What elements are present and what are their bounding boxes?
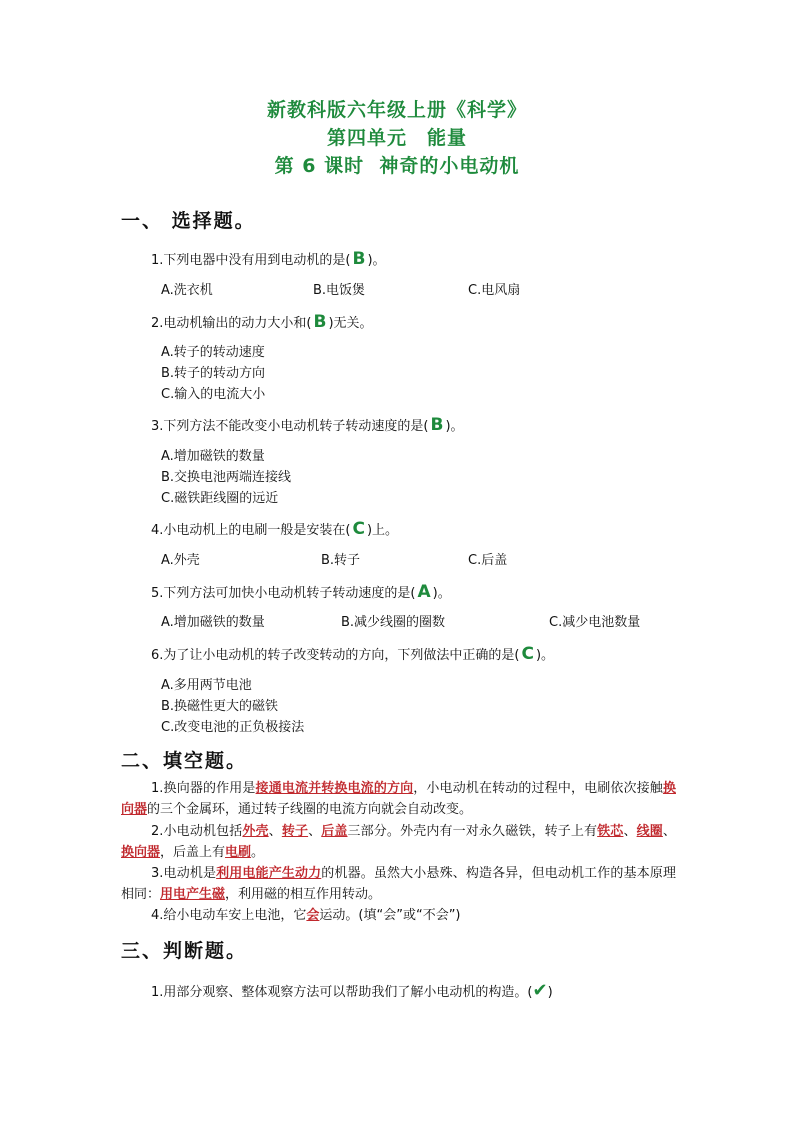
option: B.转子的转动方向: [161, 366, 266, 381]
answer-3: B: [430, 415, 444, 435]
option: C.电风扇: [468, 283, 521, 298]
fill-answer: 转子: [281, 824, 309, 839]
doc-title: 新教科版六年级上册《科学》: [266, 99, 527, 121]
option: C.磁铁距线圈的远近: [161, 491, 279, 506]
section-fill-title: 二、填空题。: [121, 750, 248, 772]
unit-title: 第四单元 能量: [326, 127, 467, 149]
judge-item-1: 1.用部分观察、整体观察方法可以帮助我们了解小电动机的构造。(✔): [151, 980, 553, 1001]
answer-6: C: [521, 644, 534, 664]
option: A.洗衣机: [161, 283, 213, 298]
section-judge-title: 三、判断题。: [121, 940, 248, 962]
section-choice-title: 一、 选择题。: [121, 210, 256, 232]
fill-answer: 利用电能产生动力: [216, 866, 322, 881]
fill-answer: 铁芯: [597, 824, 624, 839]
option: B.转子: [321, 553, 361, 568]
option: C.改变电池的正负极接法: [161, 720, 305, 735]
fill-item-4: 4.给小电动车安上电池，它会运动。(填“会”或“不会”): [151, 908, 461, 923]
fill-answer: 换向器: [121, 845, 161, 860]
fill-item-1: 1.换向器的作用是接通电流并转换电流的方向，小电动机在转动的过程中，电刷依次接触换向器的三个金属环，通过转子线圈的电流方向就会自动改变。: [121, 781, 676, 817]
fill-answer: 后盖: [321, 824, 348, 839]
fill-answer: 外壳: [242, 824, 269, 839]
answer-1: B: [352, 249, 366, 269]
option: B.减少线圈的圈数: [341, 615, 446, 630]
answer-2: B: [313, 312, 327, 332]
answer-5: A: [417, 582, 431, 602]
lesson-title: 第 6 课时 神奇的小电动机: [274, 155, 520, 177]
option: C.减少电池数量: [549, 615, 641, 630]
option: A.增加磁铁的数量: [161, 449, 265, 464]
option: A.增加磁铁的数量: [161, 615, 265, 630]
fill-item-3: 3.电动机是利用电能产生动力的机器。虽然大小悬殊、构造各异，但电动机工作的基本原理相同：用电产生磁，利用磁的相互作用转动。: [121, 866, 676, 902]
option: B.电饭煲: [313, 283, 366, 298]
answer-4: C: [352, 519, 365, 539]
fill-answer: 接通电流并转换电流的方向: [255, 781, 414, 796]
option: C.后盖: [468, 553, 508, 568]
question-2: 2.电动机输出的动力大小和( B )无关。: [151, 312, 373, 332]
option: A.多用两节电池: [161, 678, 252, 693]
option: B.换磁性更大的磁铁: [161, 699, 279, 714]
question-5: 5.下列方法可加快小电动机转子转动速度的是( A )。: [151, 582, 451, 602]
fill-answer: 线圈: [636, 824, 663, 839]
option: B.交换电池两端连接线: [161, 470, 292, 485]
fill-item-2: 2.小电动机包括外壳、转子、后盖三部分。外壳内有一对永久磁铁，转子上有铁芯、线圈、换向器，后盖上有电刷。: [121, 824, 676, 860]
check-icon: ✔: [532, 980, 548, 1001]
fill-answer: 电刷: [225, 845, 252, 860]
question-1: 1.下列电器中没有用到电动机的是( B )。: [151, 249, 386, 269]
fill-answer: 换向器: [121, 781, 676, 817]
fill-answer: 用电产生磁: [160, 887, 226, 902]
option: A.转子的转动速度: [161, 345, 265, 360]
option: C.输入的电流大小: [161, 387, 266, 402]
document-header: [0, 96, 794, 180]
question-6: 6.为了让小电动机的转子改变转动的方向，下列做法中正确的是( C )。: [151, 644, 555, 664]
fill-answer: 会: [306, 908, 320, 923]
question-4: 4.小电动机上的电刷一般是安装在( C )上。: [151, 519, 399, 539]
option: A.外壳: [161, 553, 200, 568]
question-3: 3.下列方法不能改变小电动机转子转动速度的是( B )。: [151, 415, 464, 435]
